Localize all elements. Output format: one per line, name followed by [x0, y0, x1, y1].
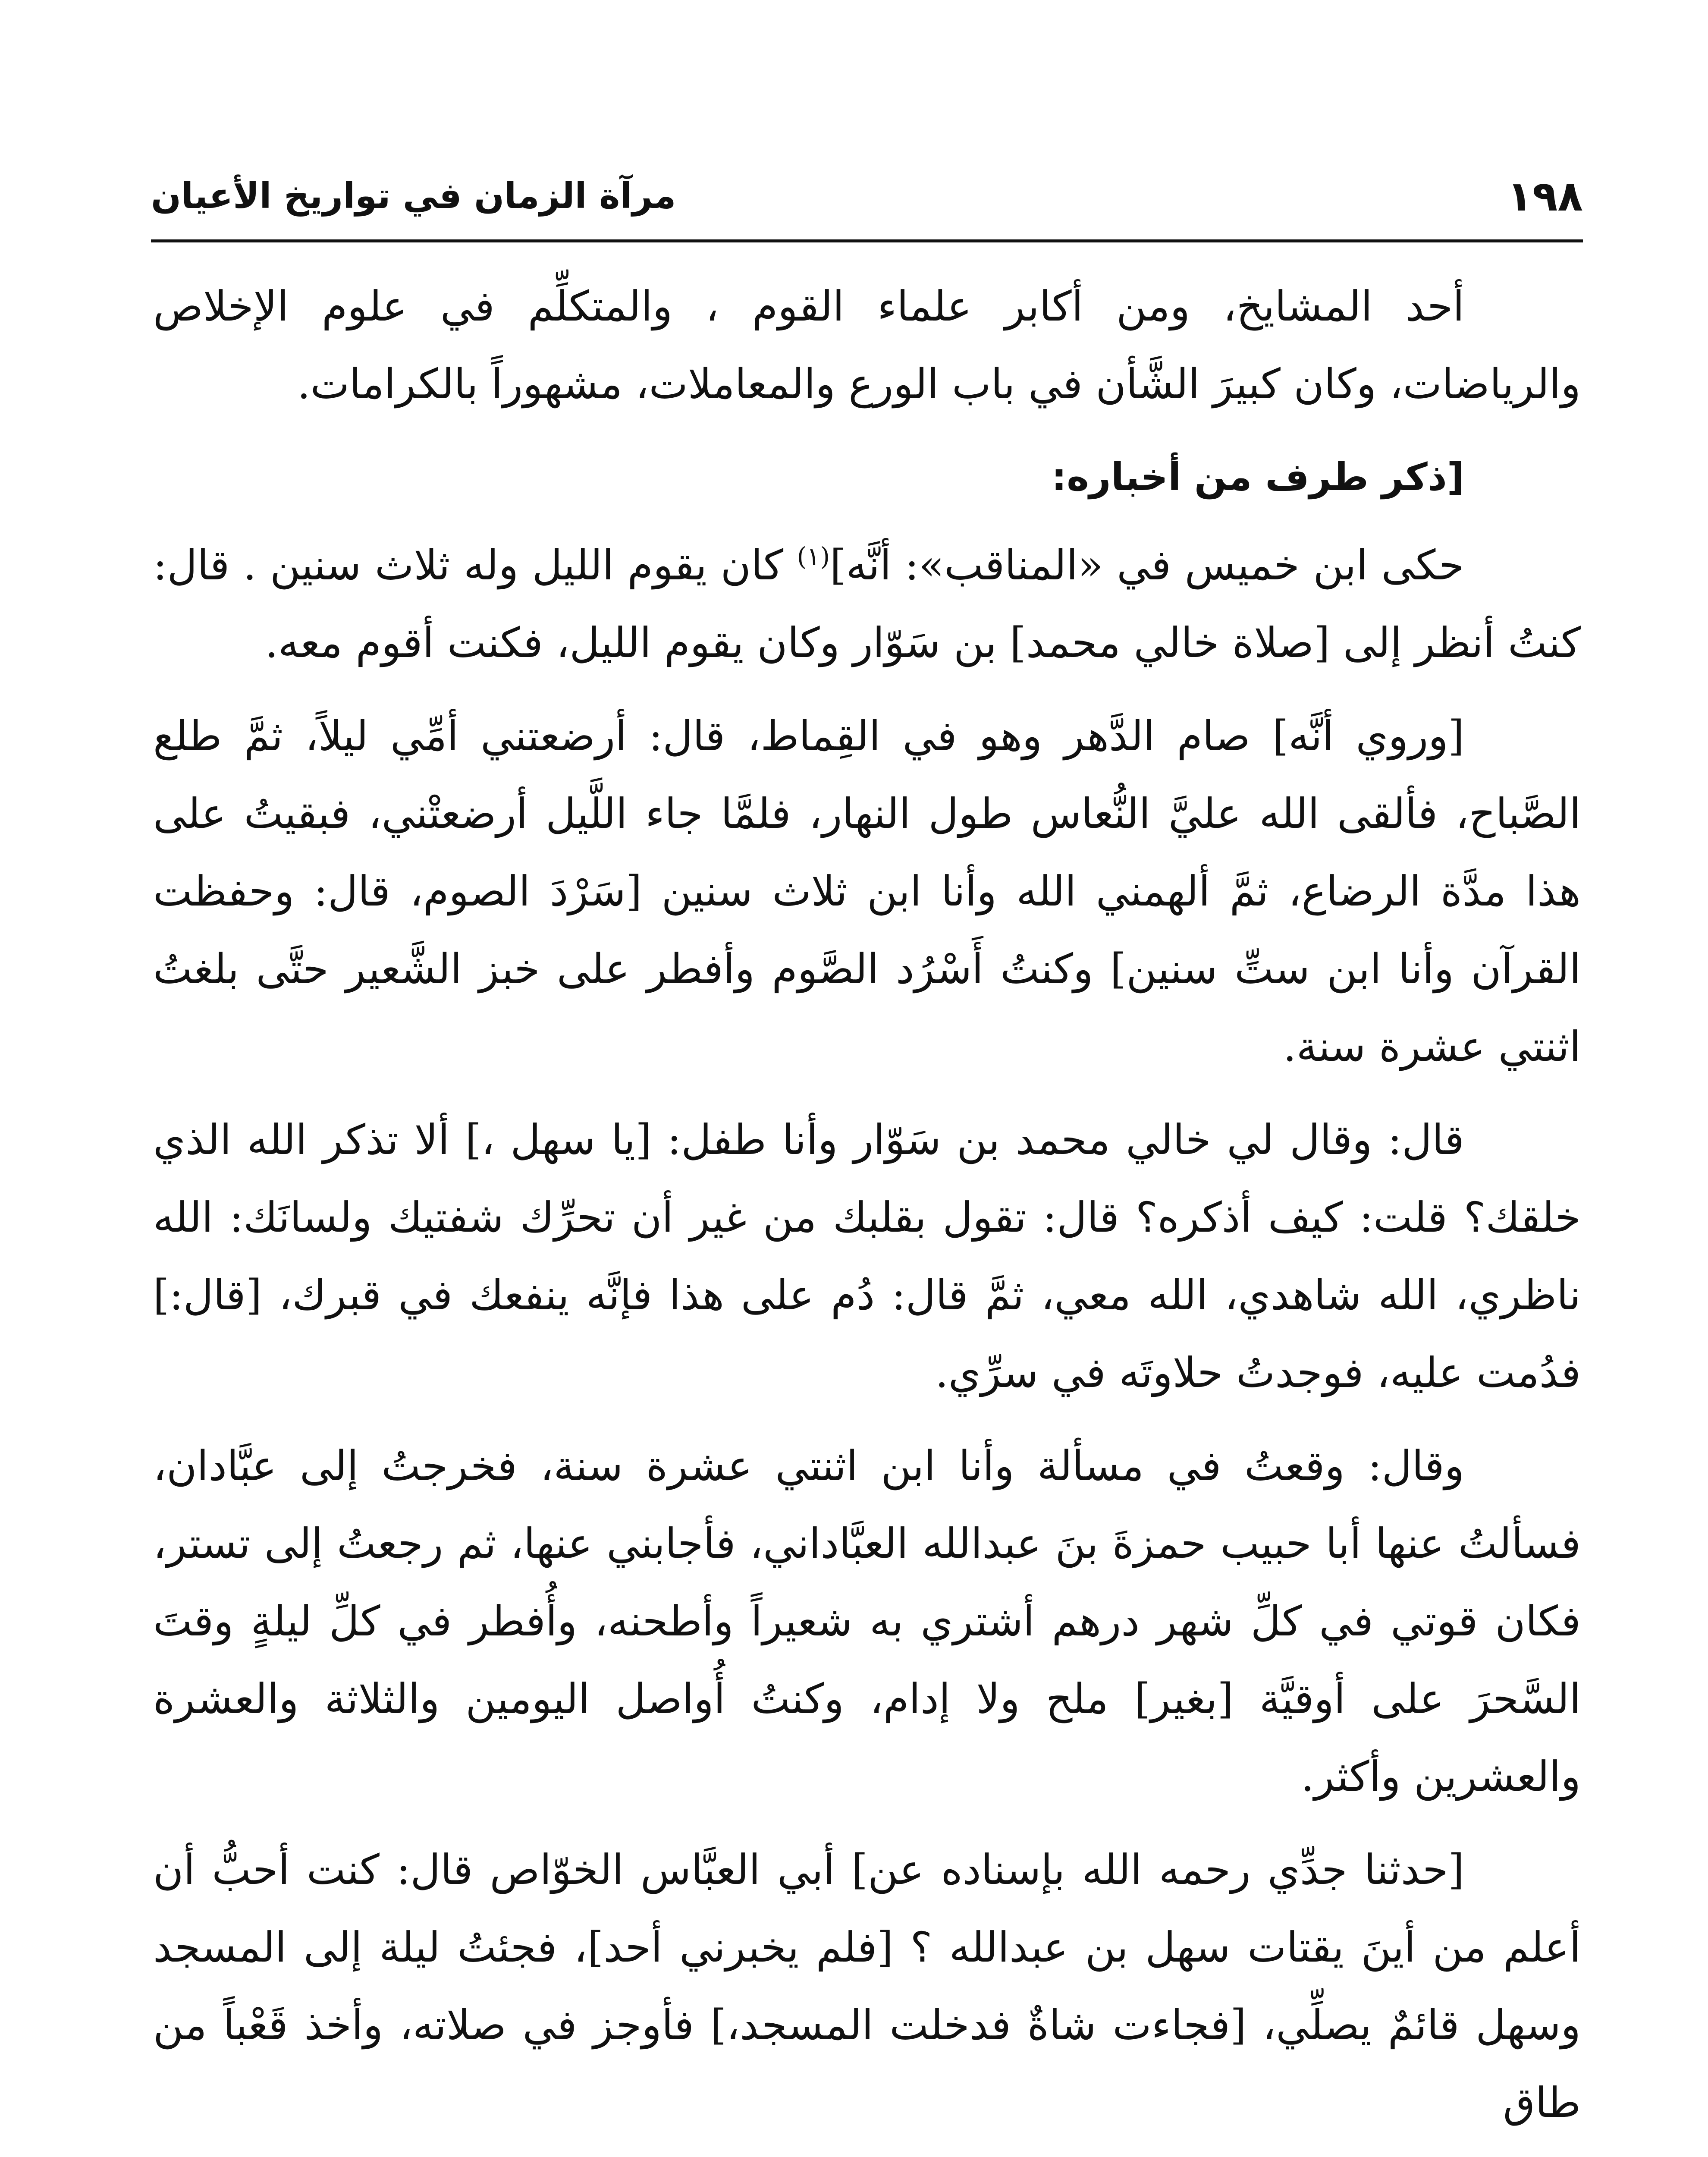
- paragraph-remembrance: قال: وقال لي خالي محمد بن سَوّار وأنا طفل: [يا سهل ،] ألا تذكر الله الذي خلقك؟ قلت: كيف أذكره؟ قال: تقول بقلبك من غير أن تحرِّك شفتيك ولسانَك: الله ناظري، الله شاهدي، الله معي، ثمَّ قال: دُم على هذا فإنَّه ينفعك في قبرك، [قال:] فدُمت عليه، فوجدتُ حلاوتَه في سرِّي.: [153, 1116, 1581, 1397]
- footnote-ref-1: (١): [797, 542, 830, 571]
- main-text: [153, 267, 1581, 2157]
- running-title: مرآة الزمان في تواريخ الأعيان: [151, 176, 676, 217]
- page-header: [151, 170, 1583, 235]
- paragraph-ibn-khamis: [153, 526, 1581, 682]
- paragraph-ibn-khamis-part-2: كان يقوم الليل وله ثلاث سنين . قال: كنتُ أنظر إلى [صلاة خالي محمد] بن سَوّار وكان يقوم الليل، فكنت أقوم معه.: [153, 541, 1581, 667]
- section-heading: [ذكر طرف من أخباره:: [1051, 455, 1464, 499]
- paragraph-fasting: [وروي أنَّه] صام الدَّهر وهو في القِماط، قال: أرضعتني أمِّي ليلاً، ثمَّ طلع الصَّباح، فألقى الله عليَّ النُّعاس طول النهار، فلمَّا جاء اللَّيل أرضعتْني، فبقيتُ على هذا مدَّة الرضاع، ثمَّ ألهمني الله وأنا ابن ثلاث سنين [سَرْدَ الصوم، قال: وحفظت القرآن وأنا ابن ستِّ سنين] وكنتُ أَسْرُد الصَّوم وأفطر على خبز الشَّعير حتَّى بلغتُ اثنتي عشرة سنة.: [153, 712, 1581, 1071]
- paragraph-intro-line-1: أحد المشايخ، ومن أكابر علماء القوم ، والمتكلِّم في علوم الإخلاص: [153, 282, 1464, 330]
- paragraph-intro-line-2: والرياضات، وكان كبيرَ الشَّأن في باب الورع والمعاملات، مشهوراً بالكرامات.: [297, 360, 1581, 408]
- paragraph-ibn-khamis-part-1: حكى ابن خميس في «المناقب»: أنَّه]: [830, 541, 1465, 589]
- paragraph-khawwas: [حدثنا جدِّي رحمه الله بإسناده عن] أبي العبَّاس الخوّاص قال: كنت أحبُّ أن أعلم من أينَ يقتات سهل بن عبدالله ؟ [فلم يخبرني أحد]، فجئتُ ليلة إلى المسجد وسهل قائمٌ يصلِّي، [فجاءت شاةٌ فدخلت المسجد،] فأوجز في صلاته، وأخذ قَعْباً من طاق: [153, 1846, 1581, 2127]
- header-rule: [151, 239, 1583, 242]
- paragraph-abbadan: وقال: وقعتُ في مسألة وأنا ابن اثنتي عشرة سنة، فخرجتُ إلى عبَّادان، فسألتُ عنها أبا حبيب حمزةَ بنَ عبدالله العبَّاداني، فأجابني عنها، ثم رجعتُ إلى تستر، فكان قوتي في كلِّ شهر درهم أشتري به شعيراً وأطحنه، وأُفطر في كلِّ ليلةٍ وقتَ السَّحرَ على أوقيَّة [بغير] ملح ولا إدام، وكنتُ أُواصل اليومين والثلاثة والعشرة والعشرين وأكثر.: [153, 1442, 1581, 1801]
- page-number: ١٩٨: [1507, 172, 1583, 220]
- paragraph-intro: [153, 267, 1581, 423]
